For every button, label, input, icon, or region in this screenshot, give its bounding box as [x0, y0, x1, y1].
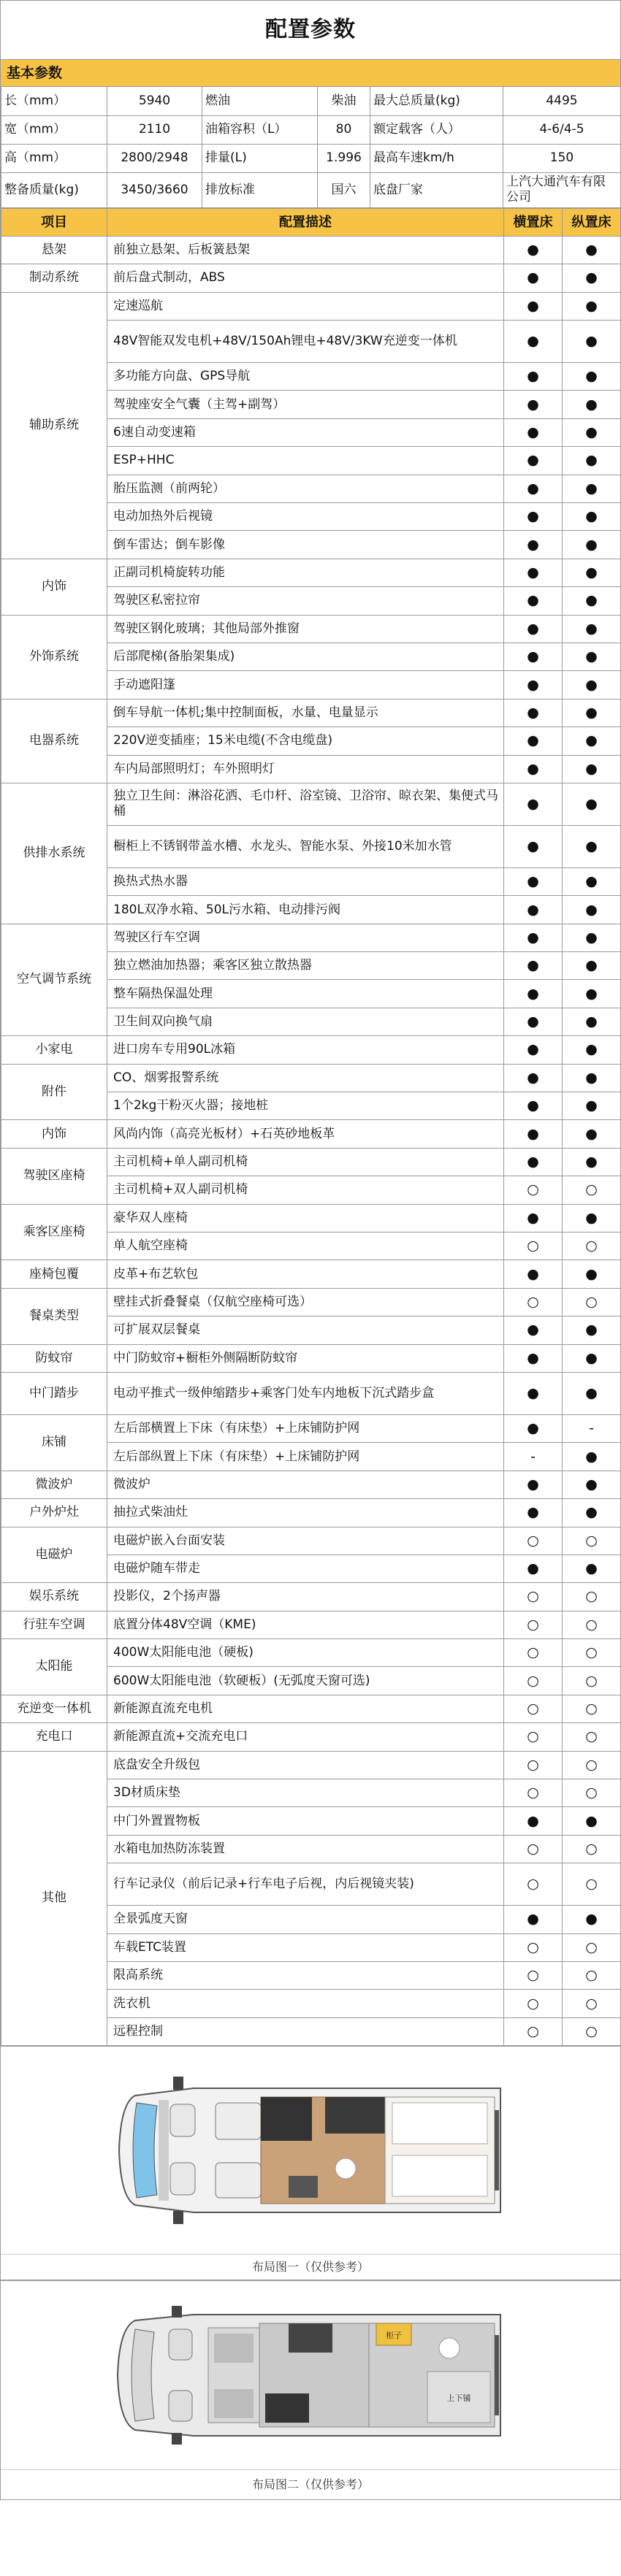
config-description: 车内局部照明灯；车外照明灯 [107, 755, 504, 783]
longitudinal-bed-mark: ○ [563, 1695, 621, 1722]
config-description: 驾驶区钢化玻璃；其他局部外推窗 [107, 615, 504, 643]
page-title: 配置参数 [1, 1, 620, 60]
config-description: 底盘安全升级包 [107, 1751, 504, 1779]
config-row [1, 1471, 621, 1498]
basic-param-label: 排量(L) [202, 144, 318, 172]
config-table [1, 208, 621, 2047]
longitudinal-bed-mark: ● [563, 321, 621, 363]
longitudinal-bed-mark: ○ [563, 1527, 621, 1555]
transverse-bed-mark: ● [504, 1064, 563, 1092]
longitudinal-bed-mark: ● [563, 1036, 621, 1064]
config-description: 限高系统 [107, 1961, 504, 1989]
transverse-bed-mark: ● [504, 1807, 563, 1835]
config-description: 前独立悬架、后板簧悬架 [107, 236, 504, 264]
config-category: 餐桌类型 [1, 1288, 107, 1344]
transverse-bed-mark: ● [504, 980, 563, 1008]
longitudinal-bed-mark: ● [563, 1344, 621, 1372]
config-description: 600W太阳能电池（软硬板）(无弧度天窗可选) [107, 1667, 504, 1695]
transverse-bed-mark: - [504, 1443, 563, 1471]
longitudinal-bed-mark: ● [563, 587, 621, 615]
transverse-bed-mark: ○ [504, 2017, 563, 2045]
transverse-bed-mark: ● [504, 1414, 563, 1442]
longitudinal-bed-mark: ● [563, 699, 621, 727]
longitudinal-bed-mark: ● [563, 1316, 621, 1344]
longitudinal-bed-mark: ● [563, 1260, 621, 1288]
longitudinal-bed-mark: ● [563, 896, 621, 924]
config-row [1, 1372, 621, 1414]
basic-row [1, 144, 621, 172]
longitudinal-bed-mark: ● [563, 559, 621, 586]
longitudinal-bed-mark: ○ [563, 1639, 621, 1667]
floor-plan-drawing-2 [106, 2299, 515, 2452]
transverse-bed-mark: ● [504, 1260, 563, 1288]
basic-param-value: 上汽大通汽车有限公司 [503, 172, 621, 207]
basic-params-table [1, 87, 621, 208]
longitudinal-bed-mark: ● [563, 1906, 621, 1933]
transverse-bed-mark: ● [504, 1148, 563, 1176]
config-category: 中门踏步 [1, 1372, 107, 1414]
config-description: 驾驶座安全气囊（主驾+副驾） [107, 391, 504, 418]
basic-param-label: 燃油 [202, 87, 318, 115]
basic-param-label: 底盘厂家 [370, 172, 503, 207]
config-description: 橱柜上不锈钢带盖水槽、水龙头、智能水泵、外接10米加水管 [107, 825, 504, 867]
basic-param-label: 高（mm） [1, 144, 107, 172]
transverse-bed-mark: ● [504, 321, 563, 363]
transverse-bed-mark: ● [504, 671, 563, 699]
config-description: 胎压监测（前两轮） [107, 475, 504, 502]
transverse-bed-mark: ● [504, 699, 563, 727]
longitudinal-bed-mark: ○ [563, 1990, 621, 2017]
longitudinal-bed-mark: ● [563, 980, 621, 1008]
config-row [1, 1120, 621, 1148]
transverse-bed-mark: ● [504, 727, 563, 755]
transverse-bed-mark: ○ [504, 1933, 563, 1961]
config-category: 行驻车空调 [1, 1611, 107, 1638]
config-header-row [1, 208, 621, 236]
longitudinal-bed-mark: ● [563, 264, 621, 292]
longitudinal-bed-mark: ● [563, 671, 621, 699]
transverse-bed-mark: ○ [504, 1990, 563, 2017]
config-category: 悬架 [1, 236, 107, 264]
longitudinal-bed-mark: ○ [563, 1288, 621, 1316]
config-row [1, 1414, 621, 1442]
label-bunk: 上下铺 [446, 2393, 471, 2404]
longitudinal-bed-mark: ● [563, 1807, 621, 1835]
config-description: 1个2kg干粉灭火器；接地桩 [107, 1092, 504, 1120]
longitudinal-bed-mark: ○ [563, 1933, 621, 1961]
config-description: ESP+HHC [107, 447, 504, 475]
basic-param-value: 1.996 [318, 144, 370, 172]
config-description: 独立燃油加热器；乘客区独立散热器 [107, 952, 504, 980]
transverse-bed-mark: ● [504, 1372, 563, 1414]
config-category: 充逆变一体机 [1, 1695, 107, 1722]
transverse-bed-mark: ● [504, 503, 563, 531]
longitudinal-bed-mark: ● [563, 1008, 621, 1035]
config-description: CO、烟雾报警系统 [107, 1064, 504, 1092]
config-category: 辅助系统 [1, 292, 107, 559]
config-description: 倒车导航一体机;集中控制面板，水量、电量显示 [107, 699, 504, 727]
config-description: 皮革+布艺软包 [107, 1260, 504, 1288]
config-description: 前后盘式制动，ABS [107, 264, 504, 292]
config-category: 附件 [1, 1064, 107, 1120]
longitudinal-bed-mark: ● [563, 447, 621, 475]
transverse-bed-mark: ● [504, 531, 563, 559]
config-category: 电器系统 [1, 699, 107, 783]
transverse-bed-mark: ○ [504, 1835, 563, 1863]
basic-param-label: 整备质量(kg) [1, 172, 107, 207]
basic-param-value: 3450/3660 [107, 172, 202, 207]
config-row [1, 1751, 621, 1779]
config-description: 400W太阳能电池（硬板) [107, 1639, 504, 1667]
longitudinal-bed-mark: ○ [563, 1611, 621, 1638]
longitudinal-bed-mark: ● [563, 755, 621, 783]
config-description: 洗衣机 [107, 1990, 504, 2017]
transverse-bed-mark: ● [504, 1092, 563, 1120]
config-description: 可扩展双层餐桌 [107, 1316, 504, 1344]
longitudinal-bed-mark: - [563, 1414, 621, 1442]
config-row [1, 559, 621, 586]
config-category: 娱乐系统 [1, 1583, 107, 1611]
config-description: 车载ETC装置 [107, 1933, 504, 1961]
config-row [1, 264, 621, 292]
config-description: 电动平推式一级伸缩踏步+乘客门处车内地板下沉式踏步盒 [107, 1372, 504, 1414]
basic-section-label: 基本参数 [1, 60, 620, 87]
basic-param-value: 2110 [107, 115, 202, 144]
config-row [1, 1527, 621, 1555]
transverse-bed-mark: ● [504, 1204, 563, 1232]
transverse-bed-mark: ● [504, 643, 563, 670]
transverse-bed-mark: ● [504, 475, 563, 502]
longitudinal-bed-mark: ● [563, 236, 621, 264]
longitudinal-bed-mark: ● [563, 1092, 621, 1120]
transverse-bed-mark: ○ [504, 1527, 563, 1555]
config-description: 微波炉 [107, 1471, 504, 1498]
transverse-bed-mark: ● [504, 363, 563, 391]
config-category: 防蚊帘 [1, 1344, 107, 1372]
config-description: 主司机椅+单人副司机椅 [107, 1148, 504, 1176]
floor-plan-image-2 [1, 2281, 620, 2469]
config-row [1, 1611, 621, 1638]
config-category: 供排水系统 [1, 783, 107, 924]
basic-param-value: 5940 [107, 87, 202, 115]
transverse-bed-mark: ○ [504, 1233, 563, 1260]
transverse-bed-mark: ● [504, 447, 563, 475]
longitudinal-bed-mark: ● [563, 531, 621, 559]
config-description: 中门外置置物板 [107, 1807, 504, 1835]
config-description: 220V逆变插座；15米电缆(不含电缆盘) [107, 727, 504, 755]
header-transverse-bed: 横置床 [504, 208, 563, 236]
transverse-bed-mark: ● [504, 418, 563, 446]
config-description: 远程控制 [107, 2017, 504, 2045]
config-row [1, 783, 621, 825]
transverse-bed-mark: ● [504, 1316, 563, 1344]
config-category: 户外炉灶 [1, 1499, 107, 1527]
transverse-bed-mark: ● [504, 615, 563, 643]
config-row [1, 1260, 621, 1288]
basic-row [1, 172, 621, 207]
longitudinal-bed-mark: ○ [563, 1779, 621, 1807]
config-category: 内饰 [1, 1120, 107, 1148]
transverse-bed-mark: ● [504, 755, 563, 783]
config-description: 电磁炉嵌入台面安装 [107, 1527, 504, 1555]
transverse-bed-mark: ● [504, 783, 563, 825]
longitudinal-bed-mark: ● [563, 391, 621, 418]
config-description: 中门防蚊帘+橱柜外侧隔断防蚊帘 [107, 1344, 504, 1372]
longitudinal-bed-mark: ● [563, 1555, 621, 1582]
transverse-bed-mark: ● [504, 1036, 563, 1064]
config-row [1, 1064, 621, 1092]
longitudinal-bed-mark: ○ [563, 1723, 621, 1751]
transverse-bed-mark: ● [504, 1906, 563, 1933]
layout-diagram-1 [1, 2046, 620, 2280]
config-description: 电动加热外后视镜 [107, 503, 504, 531]
basic-param-value: 2800/2948 [107, 144, 202, 172]
config-description: 电磁炉随车带走 [107, 1555, 504, 1582]
basic-param-label: 宽（mm） [1, 115, 107, 144]
config-description: 180L双净水箱、50L污水箱、电动排污阀 [107, 896, 504, 924]
config-description: 新能源直流+交流充电口 [107, 1723, 504, 1751]
config-description: 驾驶区行车空调 [107, 924, 504, 951]
transverse-bed-mark: ○ [504, 1583, 563, 1611]
label-cabinet: 柜子 [386, 2331, 402, 2341]
transverse-bed-mark: ● [504, 825, 563, 867]
config-row [1, 1148, 621, 1176]
transverse-bed-mark: ○ [504, 1176, 563, 1204]
config-row [1, 236, 621, 264]
config-description: 多功能方向盘、GPS导航 [107, 363, 504, 391]
longitudinal-bed-mark: ● [563, 825, 621, 867]
longitudinal-bed-mark: ○ [563, 1583, 621, 1611]
config-description: 驾驶区私密拉帘 [107, 587, 504, 615]
basic-param-label: 长（mm） [1, 87, 107, 115]
config-category: 微波炉 [1, 1471, 107, 1498]
config-description: 倒车雷达；倒车影像 [107, 531, 504, 559]
config-row [1, 292, 621, 320]
longitudinal-bed-mark: ● [563, 1148, 621, 1176]
basic-param-label: 最高车速km/h [370, 144, 503, 172]
config-category: 太阳能 [1, 1639, 107, 1695]
longitudinal-bed-mark: ○ [563, 1835, 621, 1863]
config-description: 水箱电加热防冻装置 [107, 1835, 504, 1863]
config-description: 全景弧度天窗 [107, 1906, 504, 1933]
transverse-bed-mark: ● [504, 236, 563, 264]
longitudinal-bed-mark: ● [563, 363, 621, 391]
longitudinal-bed-mark: ○ [563, 2017, 621, 2045]
longitudinal-bed-mark: ● [563, 503, 621, 531]
config-description: 壁挂式折叠餐桌（仅航空座椅可选） [107, 1288, 504, 1316]
config-description: 底置分体48V空调（KME) [107, 1611, 504, 1638]
config-row [1, 1499, 621, 1527]
transverse-bed-mark: ○ [504, 1611, 563, 1638]
config-row [1, 1344, 621, 1372]
transverse-bed-mark: ● [504, 1344, 563, 1372]
transverse-bed-mark: ● [504, 264, 563, 292]
config-description: 6速自动变速箱 [107, 418, 504, 446]
header-item: 项目 [1, 208, 107, 236]
config-description: 投影仪，2个扬声器 [107, 1583, 504, 1611]
longitudinal-bed-mark: ○ [563, 1176, 621, 1204]
header-longitudinal-bed: 纵置床 [563, 208, 621, 236]
config-row [1, 1723, 621, 1751]
config-row [1, 1695, 621, 1722]
config-category: 电磁炉 [1, 1527, 107, 1583]
basic-param-label: 最大总质量(kg) [370, 87, 503, 115]
config-description: 豪华双人座椅 [107, 1204, 504, 1232]
layout-caption-1: 布局图一（仅供参考） [1, 2254, 620, 2280]
config-category: 充电口 [1, 1723, 107, 1751]
transverse-bed-mark: ● [504, 952, 563, 980]
transverse-bed-mark: ● [504, 391, 563, 418]
longitudinal-bed-mark: ● [563, 1499, 621, 1527]
longitudinal-bed-mark: ● [563, 1120, 621, 1148]
longitudinal-bed-mark: ● [563, 1064, 621, 1092]
config-category: 制动系统 [1, 264, 107, 292]
config-description: 进口房车专用90L冰箱 [107, 1036, 504, 1064]
transverse-bed-mark: ○ [504, 1961, 563, 1989]
transverse-bed-mark: ● [504, 559, 563, 586]
config-category: 座椅包覆 [1, 1260, 107, 1288]
transverse-bed-mark: ○ [504, 1751, 563, 1779]
config-category: 外饰系统 [1, 615, 107, 699]
basic-row [1, 115, 621, 144]
config-description: 卫生间双向换气扇 [107, 1008, 504, 1035]
longitudinal-bed-mark: ○ [563, 1667, 621, 1695]
transverse-bed-mark: ○ [504, 1863, 563, 1906]
config-row [1, 1036, 621, 1064]
transverse-bed-mark: ● [504, 924, 563, 951]
basic-param-label: 排放标准 [202, 172, 318, 207]
config-description: 风尚内饰（高亮光板材）+石英砂地板革 [107, 1120, 504, 1148]
longitudinal-bed-mark: ○ [563, 1233, 621, 1260]
transverse-bed-mark: ● [504, 1499, 563, 1527]
config-description: 单人航空座椅 [107, 1233, 504, 1260]
longitudinal-bed-mark: ● [563, 475, 621, 502]
config-row [1, 615, 621, 643]
transverse-bed-mark: ● [504, 587, 563, 615]
longitudinal-bed-mark: ● [563, 924, 621, 951]
longitudinal-bed-mark: ● [563, 643, 621, 670]
basic-param-value: 150 [503, 144, 621, 172]
floor-plan-drawing-1 [106, 2066, 515, 2234]
config-category: 床铺 [1, 1414, 107, 1471]
config-description: 手动遮阳篷 [107, 671, 504, 699]
config-description: 独立卫生间：淋浴花洒、毛巾杆、浴室镜、卫浴帘、晾衣架、集便式马桶 [107, 783, 504, 825]
transverse-bed-mark: ● [504, 896, 563, 924]
config-category: 驾驶区座椅 [1, 1148, 107, 1204]
longitudinal-bed-mark: ● [563, 418, 621, 446]
basic-param-value: 4-6/4-5 [503, 115, 621, 144]
config-description: 主司机椅+双人副司机椅 [107, 1176, 504, 1204]
config-row [1, 1204, 621, 1232]
longitudinal-bed-mark: ● [563, 1372, 621, 1414]
basic-param-value: 柴油 [318, 87, 370, 115]
config-description: 左后部纵置上下床（有床垫）+上床铺防护网 [107, 1443, 504, 1471]
basic-param-label: 油箱容积（L） [202, 115, 318, 144]
longitudinal-bed-mark: ○ [563, 1961, 621, 1989]
basic-param-value: 4495 [503, 87, 621, 115]
config-category: 乘客区座椅 [1, 1204, 107, 1260]
layout-caption-2: 布局图二（仅供参考） [1, 2469, 620, 2499]
config-row [1, 924, 621, 951]
longitudinal-bed-mark: ● [563, 783, 621, 825]
transverse-bed-mark: ● [504, 1120, 563, 1148]
config-description: 48V智能双发电机+48V/150Ah锂电+48V/3KW充逆变一体机 [107, 321, 504, 363]
config-category: 小家电 [1, 1036, 107, 1064]
config-description: 定速巡航 [107, 292, 504, 320]
config-description: 整车隔热保温处理 [107, 980, 504, 1008]
config-category: 空气调节系统 [1, 924, 107, 1036]
transverse-bed-mark: ● [504, 292, 563, 320]
basic-row [1, 87, 621, 115]
longitudinal-bed-mark: ● [563, 1471, 621, 1498]
config-description: 行车记录仪（前后记录+行车电子后视，内后视镜夹装) [107, 1863, 504, 1906]
transverse-bed-mark: ○ [504, 1639, 563, 1667]
transverse-bed-mark: ○ [504, 1695, 563, 1722]
longitudinal-bed-mark: ○ [563, 1863, 621, 1906]
longitudinal-bed-mark: ● [563, 1443, 621, 1471]
transverse-bed-mark: ● [504, 1471, 563, 1498]
transverse-bed-mark: ○ [504, 1779, 563, 1807]
config-description: 抽拉式柴油灶 [107, 1499, 504, 1527]
longitudinal-bed-mark: ● [563, 1204, 621, 1232]
layout-diagram-2 [1, 2280, 620, 2499]
basic-param-label: 额定载客（人） [370, 115, 503, 144]
transverse-bed-mark: ● [504, 1555, 563, 1582]
config-category: 其他 [1, 1751, 107, 2046]
config-description: 新能源直流充电机 [107, 1695, 504, 1722]
transverse-bed-mark: ○ [504, 1667, 563, 1695]
transverse-bed-mark: ○ [504, 1288, 563, 1316]
transverse-bed-mark: ○ [504, 1723, 563, 1751]
config-description: 3D材质床垫 [107, 1779, 504, 1807]
config-description: 左后部横置上下床（有床垫）+上床铺防护网 [107, 1414, 504, 1442]
longitudinal-bed-mark: ● [563, 615, 621, 643]
config-category: 内饰 [1, 559, 107, 615]
basic-param-value: 国六 [318, 172, 370, 207]
config-description: 换热式热水器 [107, 867, 504, 895]
config-row [1, 699, 621, 727]
transverse-bed-mark: ● [504, 1008, 563, 1035]
floor-plan-image-1 [1, 2047, 620, 2254]
config-row [1, 1288, 621, 1316]
longitudinal-bed-mark: ● [563, 867, 621, 895]
longitudinal-bed-mark: ● [563, 952, 621, 980]
config-row [1, 1583, 621, 1611]
config-row [1, 1639, 621, 1667]
config-description: 正副司机椅旋转功能 [107, 559, 504, 586]
longitudinal-bed-mark: ● [563, 727, 621, 755]
longitudinal-bed-mark: ○ [563, 1751, 621, 1779]
transverse-bed-mark: ● [504, 867, 563, 895]
config-description: 后部爬梯(备胎架集成) [107, 643, 504, 670]
longitudinal-bed-mark: ● [563, 292, 621, 320]
basic-param-value: 80 [318, 115, 370, 144]
header-desc: 配置描述 [107, 208, 504, 236]
